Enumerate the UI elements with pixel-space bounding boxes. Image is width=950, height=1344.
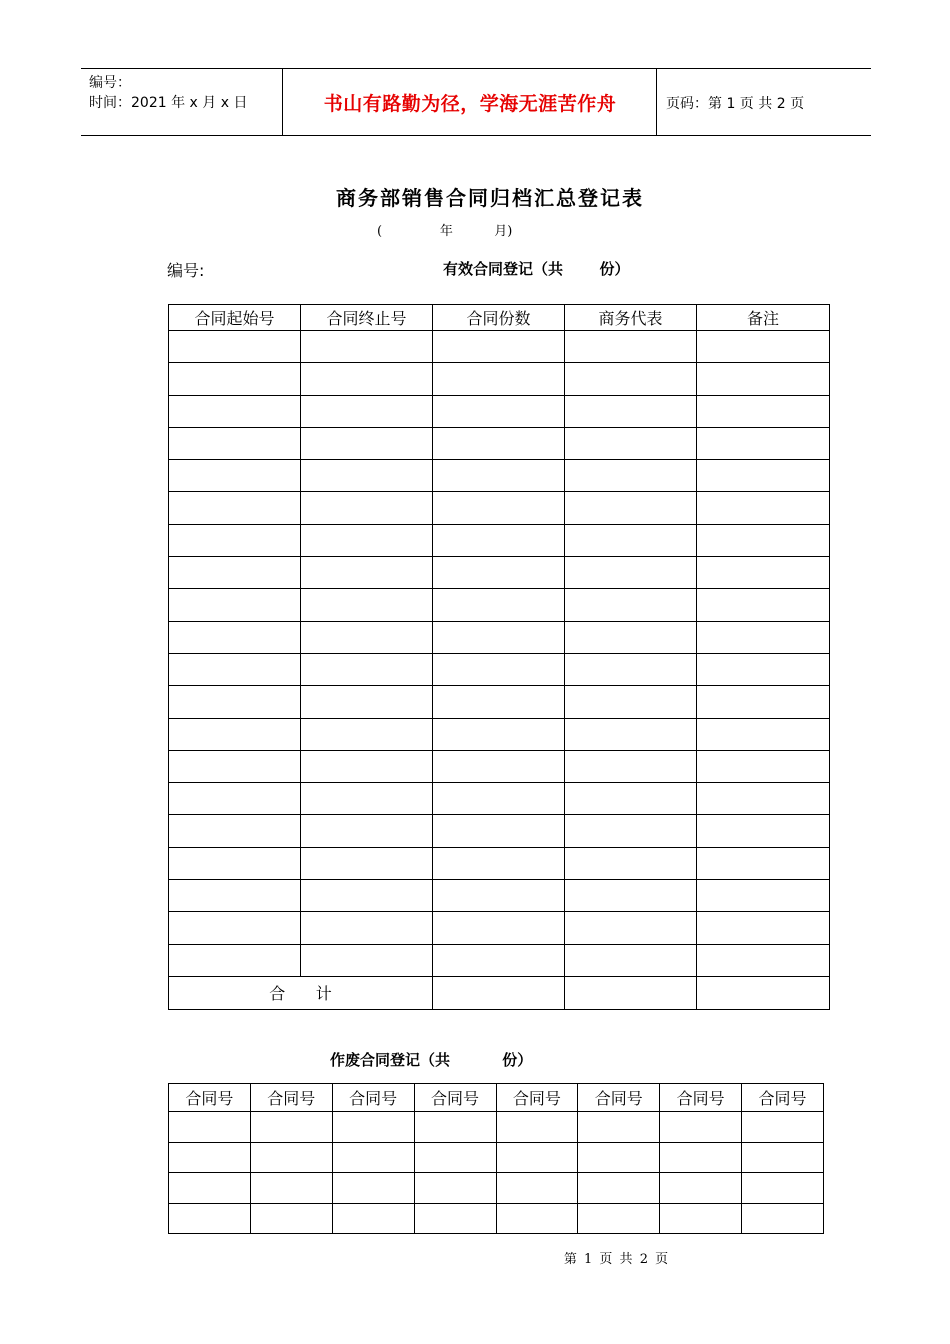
table-cell[interactable] xyxy=(433,880,565,912)
table-cell[interactable] xyxy=(697,557,830,589)
table-cell[interactable] xyxy=(169,783,301,815)
table-cell[interactable] xyxy=(169,1203,251,1234)
table-cell[interactable] xyxy=(301,847,433,879)
table-cell[interactable] xyxy=(565,524,697,556)
table-cell[interactable] xyxy=(565,492,697,524)
header-number-label: 编号： xyxy=(89,75,131,91)
table-row xyxy=(169,427,830,459)
table-cell[interactable] xyxy=(433,589,565,621)
table-cell[interactable] xyxy=(414,1203,496,1234)
table-cell[interactable] xyxy=(496,1142,578,1173)
table-cell[interactable] xyxy=(301,750,433,782)
table-cell[interactable] xyxy=(496,1203,578,1234)
table-cell[interactable] xyxy=(169,880,301,912)
table-cell[interactable] xyxy=(565,363,697,395)
valid-contracts-table xyxy=(168,304,830,1010)
column-header: 商务代表 xyxy=(565,305,697,331)
table-row xyxy=(169,363,830,395)
table-cell[interactable] xyxy=(250,1203,332,1234)
total-cell[interactable] xyxy=(433,976,565,1009)
table-cell[interactable] xyxy=(697,395,830,427)
table-cell[interactable] xyxy=(301,815,433,847)
table-cell[interactable] xyxy=(697,524,830,556)
table-cell[interactable] xyxy=(697,718,830,750)
table-cell[interactable] xyxy=(169,944,301,976)
table-cell[interactable] xyxy=(565,944,697,976)
table-cell[interactable] xyxy=(169,686,301,718)
table-cell[interactable] xyxy=(565,427,697,459)
table-row xyxy=(169,653,830,685)
table-cell[interactable] xyxy=(301,557,433,589)
table-cell[interactable] xyxy=(565,589,697,621)
table-cell[interactable] xyxy=(697,880,830,912)
table-cell[interactable] xyxy=(301,944,433,976)
table-cell[interactable] xyxy=(169,912,301,944)
table-cell[interactable] xyxy=(301,524,433,556)
table-row xyxy=(169,718,830,750)
header-divider xyxy=(656,69,657,135)
table-cell[interactable] xyxy=(433,653,565,685)
table-cell[interactable] xyxy=(169,1173,251,1204)
table-cell[interactable] xyxy=(565,686,697,718)
column-header: 合同号 xyxy=(250,1084,332,1112)
table-cell[interactable] xyxy=(250,1142,332,1173)
table-header-row xyxy=(169,1084,824,1112)
table-cell[interactable] xyxy=(301,331,433,363)
header-meta xyxy=(89,73,247,113)
table-cell[interactable] xyxy=(697,783,830,815)
table-cell[interactable] xyxy=(660,1142,742,1173)
table-cell[interactable] xyxy=(565,460,697,492)
table-cell[interactable] xyxy=(742,1173,824,1204)
table-cell[interactable] xyxy=(433,783,565,815)
header-divider xyxy=(282,69,283,135)
column-header: 合同号 xyxy=(496,1084,578,1112)
table-row xyxy=(169,847,830,879)
table-cell[interactable] xyxy=(433,847,565,879)
valid-section-title: 有效合同登记（共 份） xyxy=(443,260,630,278)
table-header-row xyxy=(169,305,830,331)
table-cell[interactable] xyxy=(433,750,565,782)
table-cell[interactable] xyxy=(578,1203,660,1234)
table-cell[interactable] xyxy=(565,653,697,685)
total-cell[interactable] xyxy=(565,976,697,1009)
table-row xyxy=(169,621,830,653)
table-row xyxy=(169,880,830,912)
table-cell[interactable] xyxy=(301,589,433,621)
table-cell[interactable] xyxy=(332,1112,414,1143)
column-header: 合同号 xyxy=(578,1084,660,1112)
table-cell[interactable] xyxy=(697,750,830,782)
table-cell[interactable] xyxy=(697,686,830,718)
table-cell[interactable] xyxy=(742,1142,824,1173)
total-cell[interactable] xyxy=(697,976,830,1009)
table-cell[interactable] xyxy=(565,557,697,589)
table-cell[interactable] xyxy=(697,427,830,459)
table-cell[interactable] xyxy=(578,1142,660,1173)
page-footer: 第 1 页 共 2 页 xyxy=(563,1252,669,1267)
table-cell[interactable] xyxy=(301,718,433,750)
column-header: 合同号 xyxy=(332,1084,414,1112)
table-cell[interactable] xyxy=(697,815,830,847)
table-row xyxy=(169,1173,824,1204)
table-cell[interactable] xyxy=(433,492,565,524)
table-row xyxy=(169,783,830,815)
table-cell[interactable] xyxy=(433,395,565,427)
table-cell[interactable] xyxy=(697,847,830,879)
table-cell[interactable] xyxy=(697,944,830,976)
table-cell[interactable] xyxy=(660,1112,742,1143)
table-row xyxy=(169,1203,824,1234)
table-cell[interactable] xyxy=(433,363,565,395)
table-cell[interactable] xyxy=(414,1173,496,1204)
table-row xyxy=(169,524,830,556)
table-cell[interactable] xyxy=(565,621,697,653)
table-row xyxy=(169,1142,824,1173)
table-cell[interactable] xyxy=(565,331,697,363)
table-cell[interactable] xyxy=(565,395,697,427)
table-cell[interactable] xyxy=(169,621,301,653)
table-cell[interactable] xyxy=(697,363,830,395)
table-cell[interactable] xyxy=(169,460,301,492)
table-cell[interactable] xyxy=(433,621,565,653)
total-row xyxy=(169,976,830,1009)
table-cell[interactable] xyxy=(433,460,565,492)
table-cell[interactable] xyxy=(697,653,830,685)
table-cell[interactable] xyxy=(578,1173,660,1204)
table-cell[interactable] xyxy=(660,1203,742,1234)
column-header: 合同号 xyxy=(660,1084,742,1112)
table-cell[interactable] xyxy=(301,395,433,427)
table-cell[interactable] xyxy=(250,1173,332,1204)
table-cell[interactable] xyxy=(301,427,433,459)
table-cell[interactable] xyxy=(301,912,433,944)
column-header: 合同终止号 xyxy=(301,305,433,331)
table-cell[interactable] xyxy=(660,1173,742,1204)
date-line: ( 年 月) xyxy=(377,224,513,239)
table-row xyxy=(169,395,830,427)
table-cell[interactable] xyxy=(433,557,565,589)
table-cell[interactable] xyxy=(414,1142,496,1173)
table-cell[interactable] xyxy=(169,718,301,750)
table-cell[interactable] xyxy=(697,589,830,621)
table-cell[interactable] xyxy=(433,524,565,556)
table-cell[interactable] xyxy=(433,718,565,750)
column-header: 合同份数 xyxy=(433,305,565,331)
table-cell[interactable] xyxy=(169,815,301,847)
table-cell[interactable] xyxy=(169,653,301,685)
document-number-label: 编号: xyxy=(167,261,205,280)
table-cell[interactable] xyxy=(565,718,697,750)
column-header: 合同号 xyxy=(414,1084,496,1112)
column-header: 合同号 xyxy=(169,1084,251,1112)
table-row xyxy=(169,589,830,621)
table-cell[interactable] xyxy=(301,653,433,685)
table-cell[interactable] xyxy=(169,750,301,782)
table-cell[interactable] xyxy=(433,815,565,847)
document-title: 商务部销售合同归档汇总登记表 xyxy=(336,186,644,210)
table-cell[interactable] xyxy=(496,1112,578,1143)
table-cell[interactable] xyxy=(301,492,433,524)
table-cell[interactable] xyxy=(578,1112,660,1143)
table-cell[interactable] xyxy=(301,783,433,815)
table-cell[interactable] xyxy=(565,750,697,782)
table-cell[interactable] xyxy=(697,912,830,944)
table-cell[interactable] xyxy=(301,621,433,653)
table-cell[interactable] xyxy=(433,912,565,944)
table-cell[interactable] xyxy=(496,1173,578,1204)
column-header: 合同号 xyxy=(742,1084,824,1112)
table-row xyxy=(169,331,830,363)
column-header: 合同起始号 xyxy=(169,305,301,331)
table-cell[interactable] xyxy=(169,427,301,459)
table-cell[interactable] xyxy=(565,783,697,815)
table-cell[interactable] xyxy=(332,1203,414,1234)
table-row xyxy=(169,460,830,492)
table-cell[interactable] xyxy=(332,1142,414,1173)
table-row xyxy=(169,944,830,976)
table-cell[interactable] xyxy=(169,847,301,879)
table-cell[interactable] xyxy=(565,912,697,944)
table-row xyxy=(169,750,830,782)
header-page-info: 页码：第 1 页 共 2 页 xyxy=(666,96,805,112)
table-cell[interactable] xyxy=(433,944,565,976)
table-cell[interactable] xyxy=(742,1203,824,1234)
table-cell[interactable] xyxy=(250,1112,332,1143)
table-cell[interactable] xyxy=(433,331,565,363)
table-cell[interactable] xyxy=(565,847,697,879)
table-row xyxy=(169,492,830,524)
table-cell[interactable] xyxy=(433,427,565,459)
table-cell[interactable] xyxy=(742,1112,824,1143)
table-cell[interactable] xyxy=(697,492,830,524)
table-cell[interactable] xyxy=(169,492,301,524)
header-slogan: 书山有路勤为径，学海无涯苦作舟 xyxy=(323,92,617,115)
table-cell[interactable] xyxy=(169,331,301,363)
table-cell[interactable] xyxy=(301,363,433,395)
table-cell[interactable] xyxy=(565,880,697,912)
table-row xyxy=(169,686,830,718)
table-cell[interactable] xyxy=(169,395,301,427)
table-cell[interactable] xyxy=(169,1112,251,1143)
total-label: 合 计 xyxy=(169,976,433,1009)
table-cell[interactable] xyxy=(301,460,433,492)
table-cell[interactable] xyxy=(433,686,565,718)
column-header: 备注 xyxy=(697,305,830,331)
header-time-label: 时间：2021 年 x 月 x 日 xyxy=(89,95,248,111)
table-cell[interactable] xyxy=(697,331,830,363)
table-row xyxy=(169,1112,824,1143)
page-header xyxy=(81,68,871,136)
table-cell[interactable] xyxy=(332,1173,414,1204)
table-cell[interactable] xyxy=(169,557,301,589)
table-row xyxy=(169,557,830,589)
table-cell[interactable] xyxy=(697,460,830,492)
table-row xyxy=(169,815,830,847)
void-contracts-table xyxy=(168,1083,824,1234)
table-row xyxy=(169,912,830,944)
table-cell[interactable] xyxy=(169,589,301,621)
table-cell[interactable] xyxy=(301,686,433,718)
table-cell[interactable] xyxy=(301,880,433,912)
table-cell[interactable] xyxy=(565,815,697,847)
table-cell[interactable] xyxy=(169,1142,251,1173)
table-cell[interactable] xyxy=(697,621,830,653)
void-section-title: 作废合同登记（共 份） xyxy=(330,1051,533,1069)
table-cell[interactable] xyxy=(169,524,301,556)
table-cell[interactable] xyxy=(414,1112,496,1143)
table-cell[interactable] xyxy=(169,363,301,395)
